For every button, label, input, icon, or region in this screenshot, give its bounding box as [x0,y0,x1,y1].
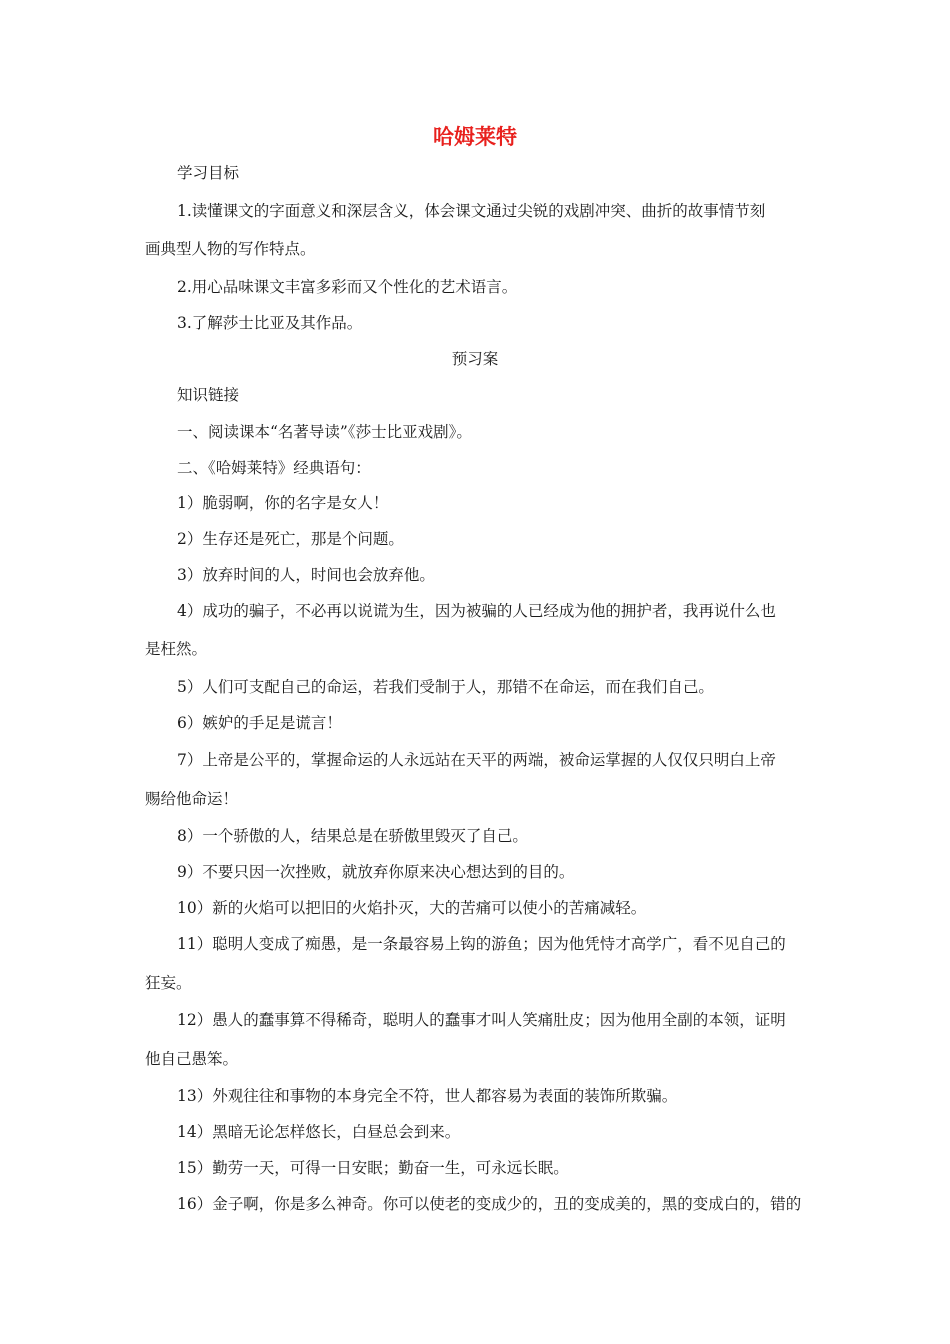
quote-10: 10）新的火焰可以把旧的火焰扑灭，大的苦痛可以使小的苦痛减轻。 [177,899,647,917]
quote-7-line1: 7）上帝是公平的，掌握命运的人永远站在天平的两端，被命运掌握的人仅仅只明白上帝 [177,751,776,769]
preview-heading: 预习案 [451,350,499,368]
quote-5: 5）人们可支配自己的命运，若我们受制于人，那错不在命运，而在我们自己。 [177,678,714,696]
quote-4-line2: 是枉然。 [145,640,208,658]
objective-2: 2.用心品味课文丰富多彩而又个性化的艺术语言。 [177,278,518,296]
quote-2: 2）生存还是死亡，那是个问题。 [177,530,404,548]
quote-8: 8）一个骄傲的人，结果总是在骄傲里毁灭了自己。 [177,827,528,845]
part-1: 一、阅读课本“名著导读”《莎士比亚戏剧》。 [177,423,472,441]
quote-7-line2: 赐给他命运！ [145,790,239,808]
quote-1: 1）脆弱啊，你的名字是女人！ [177,494,389,512]
quote-4-line1: 4）成功的骗子，不必再以说谎为生，因为被骗的人已经成为他的拥护者，我再说什么也 [177,602,776,620]
document-title: 哈姆莱特 [433,125,517,149]
quote-12-line2: 他自己愚笨。 [145,1050,239,1068]
quote-6: 6）嫉妒的手足是谎言！ [177,714,342,732]
quote-12-line1: 12）愚人的蠢事算不得稀奇，聪明人的蠢事才叫人笑痛肚皮；因为他用全副的本领，证明 [177,1011,786,1029]
objective-1-line2: 画典型人物的写作特点。 [145,240,316,258]
quote-11-line1: 11）聪明人变成了痴愚，是一条最容易上钩的游鱼；因为他凭恃才高学广，看不见自己的 [177,935,786,953]
knowledge-heading: 知识链接 [177,386,240,404]
objective-1-line1: 1.读懂课文的字面意义和深层含义，体会课文通过尖锐的戏剧冲突、曲折的故事情节刻 [177,202,766,220]
objective-3: 3.了解莎士比亚及其作品。 [177,314,363,332]
quote-11-line2: 狂妄。 [145,974,192,992]
quote-15: 15）勤劳一天，可得一日安眠；勤奋一生，可永远长眠。 [177,1159,569,1177]
quote-14: 14）黑暗无论怎样悠长，白昼总会到来。 [177,1123,461,1141]
quote-16-line1: 16）金子啊，你是多么神奇。你可以使老的变成少的，丑的变成美的，黑的变成白的，错的 [177,1195,802,1213]
part-2: 二、《哈姆莱特》经典语句： [177,459,371,477]
quote-9: 9）不要只因一次挫败，就放弃你原来决心想达到的目的。 [177,863,575,881]
quote-3: 3）放弃时间的人，时间也会放弃他。 [177,566,435,584]
quote-13: 13）外观往往和事物的本身完全不符，世人都容易为表面的装饰所欺骗。 [177,1087,678,1105]
objectives-heading: 学习目标 [177,164,240,182]
